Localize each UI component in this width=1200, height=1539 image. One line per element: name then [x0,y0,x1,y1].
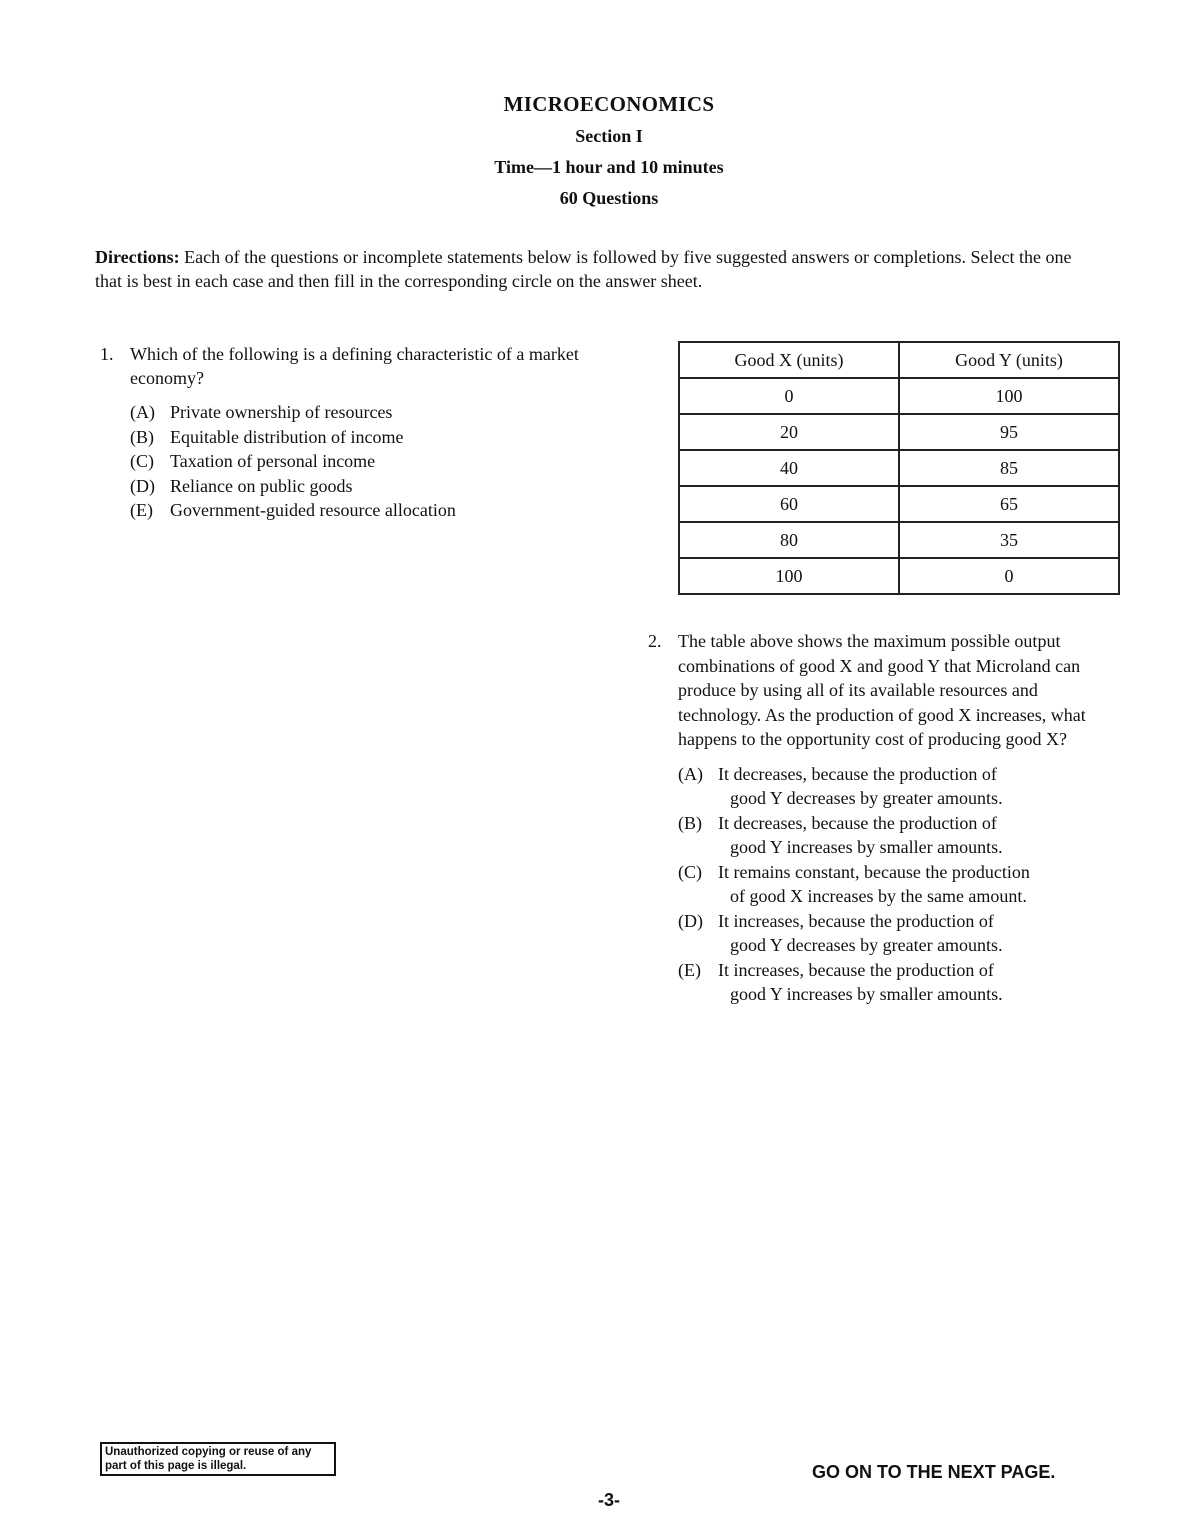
choice-text: It increases, because the production of [718,959,994,980]
page-header [0,92,1200,219]
table-cell: 60 [679,486,899,522]
table-row [679,558,1119,594]
question-count: 60 Questions [559,188,659,208]
choice-letter: (D) [130,475,155,496]
choice-letter: (C) [130,451,154,471]
table-cell: 95 [899,414,1119,450]
page-number: -3- [598,1490,620,1510]
table-cell: 100 [899,378,1119,414]
choice-text: Taxation of personal income [170,451,376,471]
choice-text: Reliance on public goods [170,475,353,496]
choice-letter: (A) [678,763,703,784]
column-header-good-y: Good Y (units) [899,342,1119,378]
choice-c [130,449,590,474]
question-number: 1. [100,344,114,364]
table-header-row [679,342,1119,378]
table-row [679,486,1119,522]
table-row [679,378,1119,414]
choice-d [130,474,590,499]
question-stem: The table above shows the maximum possible output combinations of good X and good Y that Microland can produce by using all of its available resources and technology. As the production of good X increases, what happens to the opportunity cost of producing good X? [678,631,1086,749]
table-cell: 65 [899,486,1119,522]
table-cell: 35 [899,522,1119,558]
choice-letter: (D) [678,910,703,931]
question-number: 2. [648,631,662,651]
answer-choices [678,762,1118,1007]
choice-text: It increases, because the production of [718,910,994,931]
table-cell: 85 [899,450,1119,486]
choice-letter: (E) [130,500,153,520]
section-label: Section I [575,126,643,146]
column-header-good-x: Good X (units) [679,342,899,378]
choice-letter: (B) [130,426,154,447]
choice-text: It decreases, because the production of [718,763,997,784]
table-cell: 100 [679,558,899,594]
question-2 [648,629,1118,1007]
choice-a [678,762,1118,811]
choice-text: It decreases, because the production of [718,812,997,833]
choice-letter: (E) [678,959,701,980]
choice-letter: (C) [678,861,702,882]
production-table [678,341,1120,595]
choice-text-cont: good Y increases by smaller amounts. [730,984,1003,1004]
directions [95,245,1095,293]
directions-label: Directions: [95,247,180,267]
table-cell: 20 [679,414,899,450]
exam-title: MICROECONOMICS [503,92,715,116]
table-cell: 40 [679,450,899,486]
answer-choices [130,400,590,523]
choice-text: Equitable distribution of income [170,426,404,447]
choice-text-cont: of good X increases by the same amount. [730,886,1027,906]
copyright-notice: Unauthorized copying or reuse of any part of this page is illegal. [100,1442,336,1476]
choice-c [678,860,1118,909]
table-row [679,522,1119,558]
choice-text: Government-guided resource allocation [170,500,456,520]
table-cell: 80 [679,522,899,558]
choice-d [678,909,1118,958]
question-stem: Which of the following is a defining characteristic of a market economy? [130,344,579,388]
choice-letter: (B) [678,812,702,833]
choice-e [130,498,590,523]
directions-text: Each of the questions or incomplete statements below is followed by five suggested answers or completions. Select the one that is best in each case and then fill in the corresponding circle on the answer sheet. [95,247,1072,291]
choice-b [678,811,1118,860]
choice-text-cont: good Y increases by smaller amounts. [730,837,1003,857]
choice-a [130,400,590,425]
choice-text: Private ownership of resources [170,402,393,422]
table-row [679,450,1119,486]
choice-text-cont: good Y decreases by greater amounts. [730,788,1003,808]
choice-letter: (A) [130,402,155,422]
table-cell: 0 [899,558,1119,594]
go-on-notice: GO ON TO THE NEXT PAGE. [812,1462,1056,1482]
choice-text: It remains constant, because the production [718,861,1030,882]
table-row [679,414,1119,450]
time-limit: Time—1 hour and 10 minutes [494,157,724,177]
choice-text-cont: good Y decreases by greater amounts. [730,935,1003,955]
choice-e [678,958,1118,1007]
table-cell: 0 [679,378,899,414]
choice-b [130,425,590,450]
question-1 [100,342,590,523]
